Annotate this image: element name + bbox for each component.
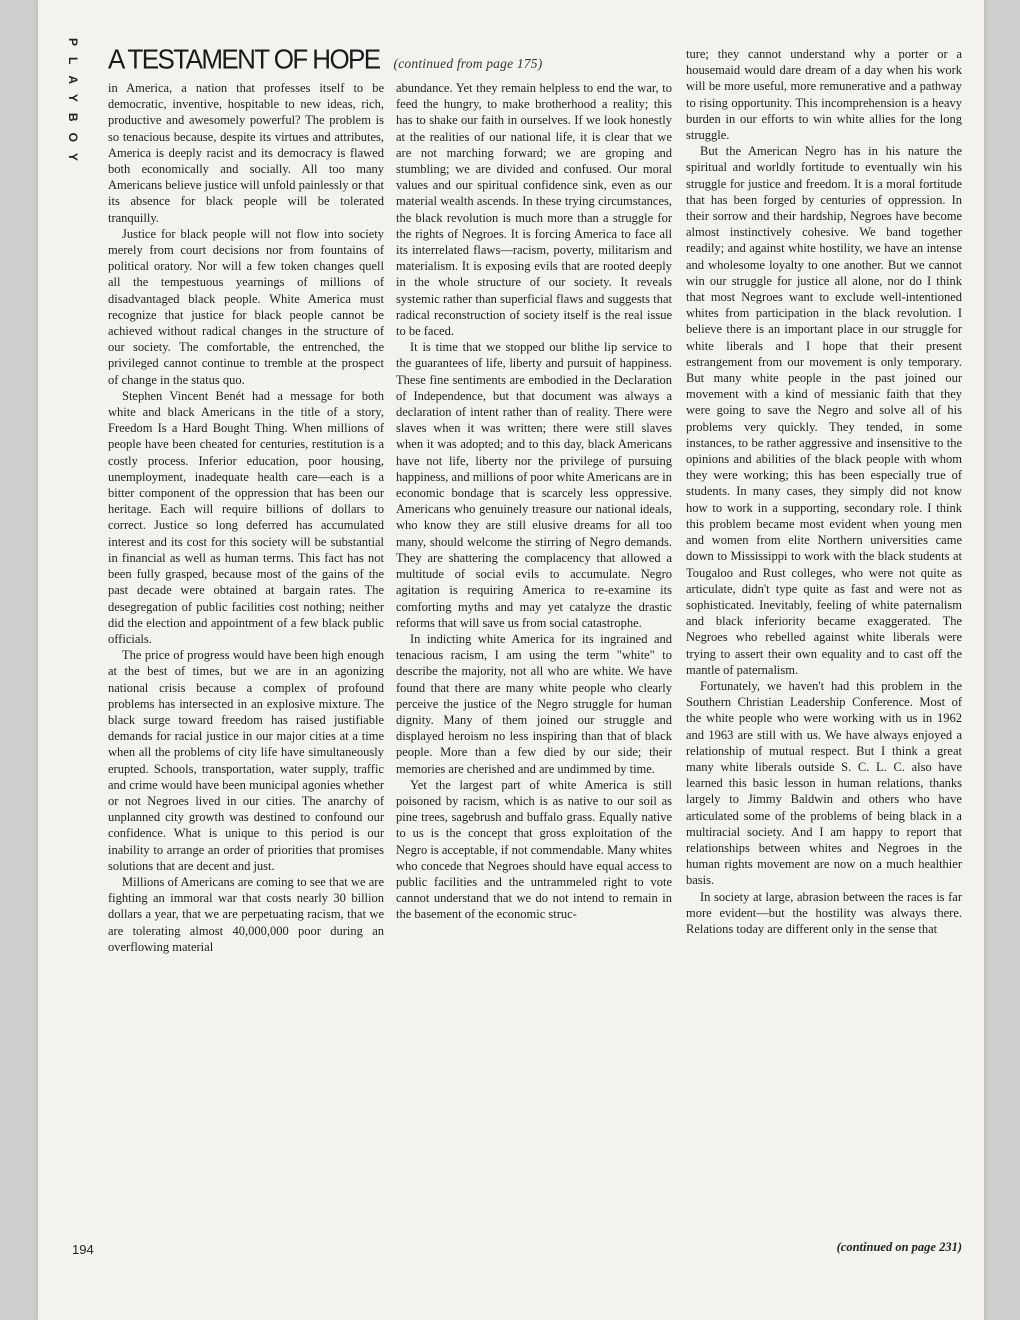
- magazine-page: [38, 0, 984, 1320]
- magazine-side-label: PLAYBOY: [66, 38, 80, 172]
- paragraph: In indicting white America for its ingrained and tenacious racism, I am using the term "white" to describe the majority, not all who are white. We have found that there are many white people who clearly perceive the justice of the Negro struggle for human dignity. Many of them joined our struggle and displayed heroism no less inspiring than that of black people. More than a few died by our side; their memories are cherished and are undimmed by time.: [396, 631, 672, 776]
- paragraph: Fortunately, we haven't had this problem in the Southern Christian Leadership Conference. Most of the white people who were working with us in 1962 and 1963 are still with us. We have always enjoyed a relationship of mutual respect. But I think a great many white liberals outside S. C. L. C. also have learned this basic lesson in human relations, thanks largely to Jimmy Baldwin and others who have articulated some of the problems of being black in a multiracial society. And I am happy to report that relationships between whites and Negroes in the human rights movement are now on a much healthier basis.: [686, 678, 962, 888]
- article-header: [108, 44, 628, 75]
- page-number: 194: [72, 1242, 94, 1257]
- article-column-1: [108, 80, 384, 955]
- paragraph: The price of progress would have been high enough at the best of times, but we are in an agonizing national crisis because a complex of profound problems has intersected in an explosive mixture. The black surge toward freedom has raised justifiable demands for racial justice in our major cities at a time when all the problems of city life have simultaneously erupted. Schools, transportation, water supply, traffic and crime would have been municipal agonies whether or not Negroes lived in our cities. The anarchy of unplanned city growth was destined to confound our confidence. What is unique to this period is our inability to arrange an order of priorities that promises solutions that are decent and just.: [108, 648, 384, 873]
- paragraph: It is time that we stopped our blithe lip service to the guarantees of life, liberty and pursuit of happiness. These fine sentiments are embodied in the Declaration of Independence, but that document was always a declaration of intent rather than of reality. There were slaves when it was written; there were still slaves when it was adopted; and to this day, black Americans have not life, liberty nor the privilege of pursuing happiness, and millions of poor white Americans are in economic bondage that is scarcely less oppressive. Americans who genuinely treasure our national ideals, who know they are still elusive dreams for all too many, should welcome the stirring of Negro demands. They are shattering the complacency that allowed a multitude of social evils to accumulate. Negro agitation is requiring America to re-examine its comforting myths and may yet catalyze the drastic reforms that will save us from social catastrophe.: [396, 340, 672, 630]
- continued-from-note: (continued from page 175): [393, 56, 543, 71]
- paragraph: ture; they cannot understand why a porter or a housemaid would dare dream of a day when his work will be more useful, more remunerative and a pathway to rising opportunity. This incomprehension is a heavy burden in our efforts to win white allies for the long struggle.: [686, 47, 962, 143]
- paragraph: abundance. Yet they remain helpless to end the war, to feed the hungry, to make brotherhood a reality; this has to shake our faith in ourselves. If we look honestly at the realities of our national life, it is clear that we are not marching forward; we are groping and stumbling; we are divided and confused. Our moral values and our spiritual confidence sink, even as our material wealth ascends. In these trying circumstances, the black revolution is much more than a struggle for the rights of Negroes. It is forcing America to face all its interrelated flaws—racism, poverty, militarism and materialism. It is exposing evils that are rooted deeply in the whole structure of our society. It reveals systemic rather than superficial flaws and suggests that radical reconstruction of society itself is the real issue to be faced.: [396, 81, 672, 339]
- article-title: A TESTAMENT OF HOPE: [108, 43, 380, 75]
- article-column-2: [396, 80, 672, 923]
- paragraph: In society at large, abrasion between the races is far more evident—but the hostility was always there. Relations today are different only in the sense that: [686, 889, 962, 936]
- article-column-3: [686, 46, 962, 937]
- paragraph: Millions of Americans are coming to see that we are fighting an immoral war that costs nearly 30 billion dollars a year, that we are perpetuating racism, that we are tolerating almost 40,000,000 poor during an overflowing material: [108, 874, 384, 954]
- paragraph: Yet the largest part of white America is still poisoned by racism, which is as native to our soil as pine trees, sagebrush and buffalo grass. Equally native to us is the concept that gross exploitation of the Negro is acceptable, if not commendable. Many whites who concede that Negroes should have equal access to public facilities and the untrammeled right to vote cannot understand that we do not intend to remain in the basement of the economic struc-: [396, 777, 672, 922]
- continued-on-note: (continued on page 231): [836, 1240, 962, 1254]
- paragraph: in America, a nation that professes itself to be democratic, inventive, hospitable to new ideas, rich, productive and awesomely powerful? The problem is so tenacious because, despite its virtues and attributes, America is deeply racist and its democracy is flawed both economically and socially. All too many Americans believe justice will unfold painlessly or that its absence for black people will be tolerated tranquilly.: [108, 81, 384, 225]
- paragraph: But the American Negro has in his nature the spiritual and worldly fortitude to eventually win his struggle for justice and freedom. It is a moral fortitude that has been forged by centuries of oppression. In their sorrow and their hardship, Negroes have become almost instinctively cohesive. We band together readily; and against white hostility, we have an intense and wholesome loyalty to one another. But we cannot win our struggle for justice all alone, nor do I think that most Negroes want to exclude well-intentioned whites from participation in the black revolution. I believe there is an important place in our struggle for white liberals and I hope that their present estrangement from our movement is only temporary. But many white people in the past joined our movement with a kind of messianic faith that they were going to save the Negro and solve all of his problems very quickly. They tended, in some instances, to be rather aggressive and insensitive to the opinions and abilities of the black people with whom they were working; this has been especially true of students. In many cases, they simply did not know how to work in a supporting, secondary role. I think this problem became most evident when young men and women from elite Northern universities came down to Mississippi to work with the black students at Tougaloo and Rust colleges, who were not quite as articulate, didn't type quite as fast and were not as sophisticated. Inevitably, feeling of white paternalism and black inferiority became exaggerated. The Negroes who rebelled against white liberals were trying to assert their own equality and to cast off the mantle of paternalism.: [686, 144, 962, 677]
- paragraph: Stephen Vincent Benét had a message for both white and black Americans in the title of a story, Freedom Is a Hard Bought Thing. When millions of people have been cheated for centuries, restitution is a costly process. Inferior education, poor housing, unemployment, inadequate health care—each is a bitter component of the oppression that has been our heritage. Each will require billions of dollars to correct. Justice so long deferred has accumulated interest and its cost for this society will be substantial in financial as well as human terms. This fact has not been fully grasped, because most of the gains of the past decade were obtained at bargain rates. The desegregation of public facilities cost nothing; neither did the election and appointment of a few black public officials.: [108, 388, 384, 646]
- paragraph: Justice for black people will not flow into society merely from court decisions nor from fountains of political oratory. Nor will a few token changes quell all the tempestuous yearnings of millions of disadvantaged black people. White America must recognize that justice for black people cannot be achieved without radical changes in the structure of our society. The comfortable, the entrenched, the privileged cannot continue to tremble at the prospect of change in the status quo.: [108, 226, 384, 387]
